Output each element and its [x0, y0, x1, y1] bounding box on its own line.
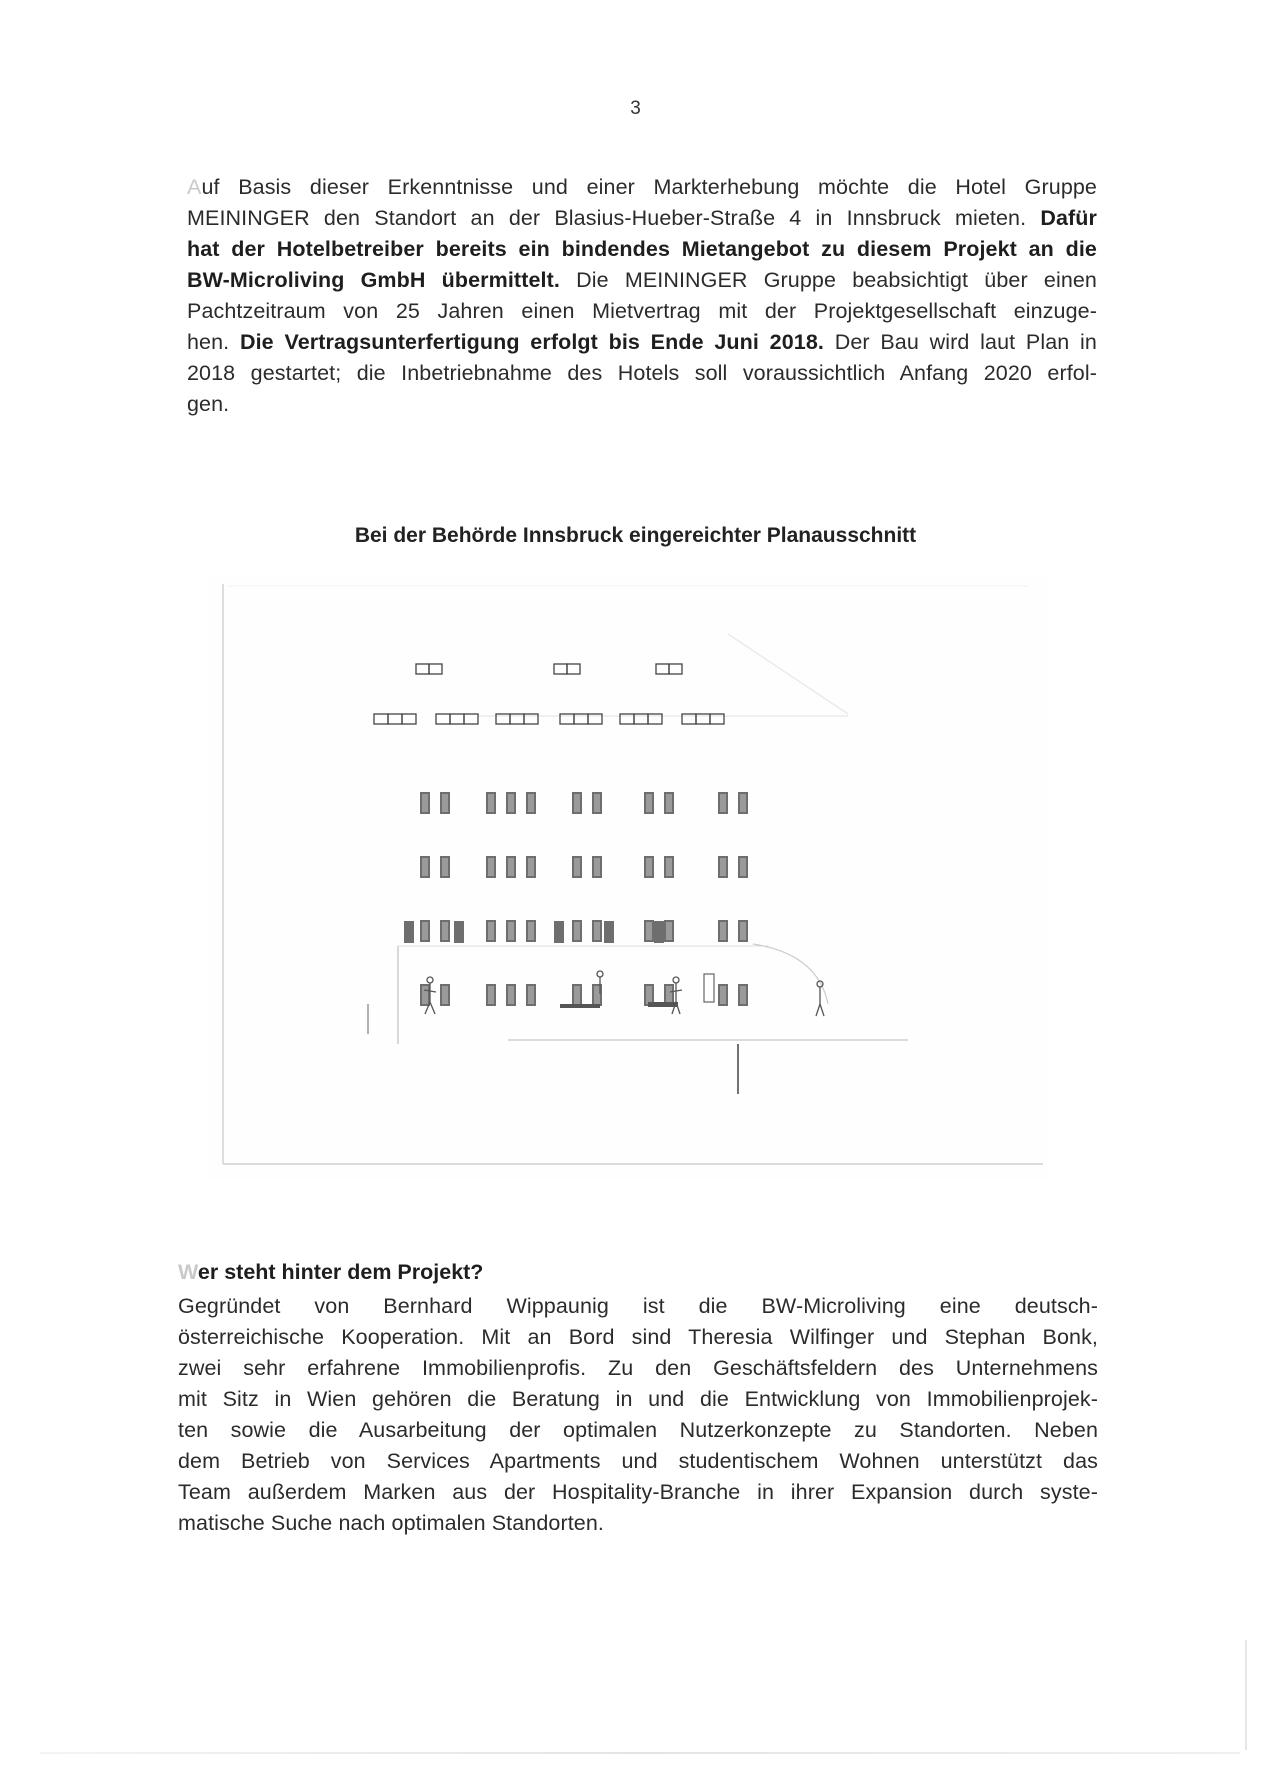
paragraph-line	[187, 358, 1097, 389]
drop-initial: A	[187, 175, 202, 199]
paragraph-line: matische Suche nach optimalen Standorten.	[178, 1511, 604, 1535]
scan-edge	[1245, 1640, 1247, 1750]
paragraph-line: zwei sehr erfahrene Immobilienprofis. Zu den Geschäftsfeldern des Unternehmens	[178, 1356, 1098, 1380]
line-text: uf Basis dieser Erkenntnisse und einer Markterhebung möchte die Hotel Gruppe	[201, 175, 1097, 199]
building-facade-plan	[208, 574, 1048, 1180]
scan-edge	[40, 1752, 1240, 1754]
line-text: Die MEININGER Gruppe beabsichtigt über einen	[576, 268, 1097, 292]
paragraph-line	[187, 389, 1097, 420]
line-text: Der Bau wird laut Plan in	[834, 330, 1097, 354]
paragraph-line: mit Sitz in Wien gehören die Beratung in und die Entwicklung von Immobilienprojek-	[178, 1387, 1098, 1411]
drop-initial: W	[178, 1260, 198, 1284]
company-paragraph	[178, 1291, 1098, 1539]
paragraph-line	[187, 234, 1097, 265]
line-text: MEININGER den Standort an der Blasius-Hueber-Straße 4 in Innsbruck mieten.	[187, 206, 1027, 230]
paragraph-line: ten sowie die Ausarbeitung der optimalen Nutzerkonzepte zu Standorten. Neben	[178, 1418, 1098, 1442]
line-bold: BW-Microliving GmbH übermittelt.	[187, 268, 560, 292]
figure-caption: Bei der Behörde Innsbruck eingereichter Planausschnitt	[354, 524, 917, 547]
paragraph-line	[187, 265, 1097, 296]
page-number: 3	[630, 98, 641, 119]
line-bold: Die Vertragsunterfertigung erfolgt bis Ende Juni 2018.	[239, 330, 824, 354]
paragraph-line: dem Betrieb von Services Apartments und studentischem Wohnen unterstützt das	[178, 1449, 1098, 1473]
line-text: hen.	[187, 330, 230, 354]
paragraph-line	[187, 296, 1097, 327]
paragraph-line: Gegründet von Bernhard Wippaunig ist die BW-Microliving eine deutsch-	[178, 1294, 1098, 1318]
section-heading	[178, 1260, 483, 1285]
paragraph-line	[187, 203, 1097, 234]
line-bold: Dafür	[1040, 206, 1097, 230]
line-text: 2018 gestartet; die Inbetriebnahme des Hotels soll voraussichtlich Anfang 2020 erfol-	[187, 361, 1097, 385]
paragraph-line: Team außerdem Marken aus der Hospitality-Branche in ihrer Expansion durch syste-	[178, 1480, 1098, 1504]
paragraph-line	[187, 327, 1097, 358]
paragraph-line	[187, 172, 1097, 203]
line-bold: hat der Hotelbetreiber bereits ein bindendes Mietangebot zu diesem Projekt an die	[187, 237, 1097, 261]
intro-paragraph	[187, 172, 1097, 420]
line-text: gen.	[187, 392, 230, 416]
line-text: Pachtzeitraum von 25 Jahren einen Mietvertrag mit der Projektgesellschaft einzuge-	[187, 299, 1097, 323]
paragraph-line: österreichische Kooperation. Mit an Bord sind Theresia Wilfinger und Stephan Bonk,	[178, 1325, 1098, 1349]
heading-text: er steht hinter dem Projekt?	[197, 1260, 484, 1284]
